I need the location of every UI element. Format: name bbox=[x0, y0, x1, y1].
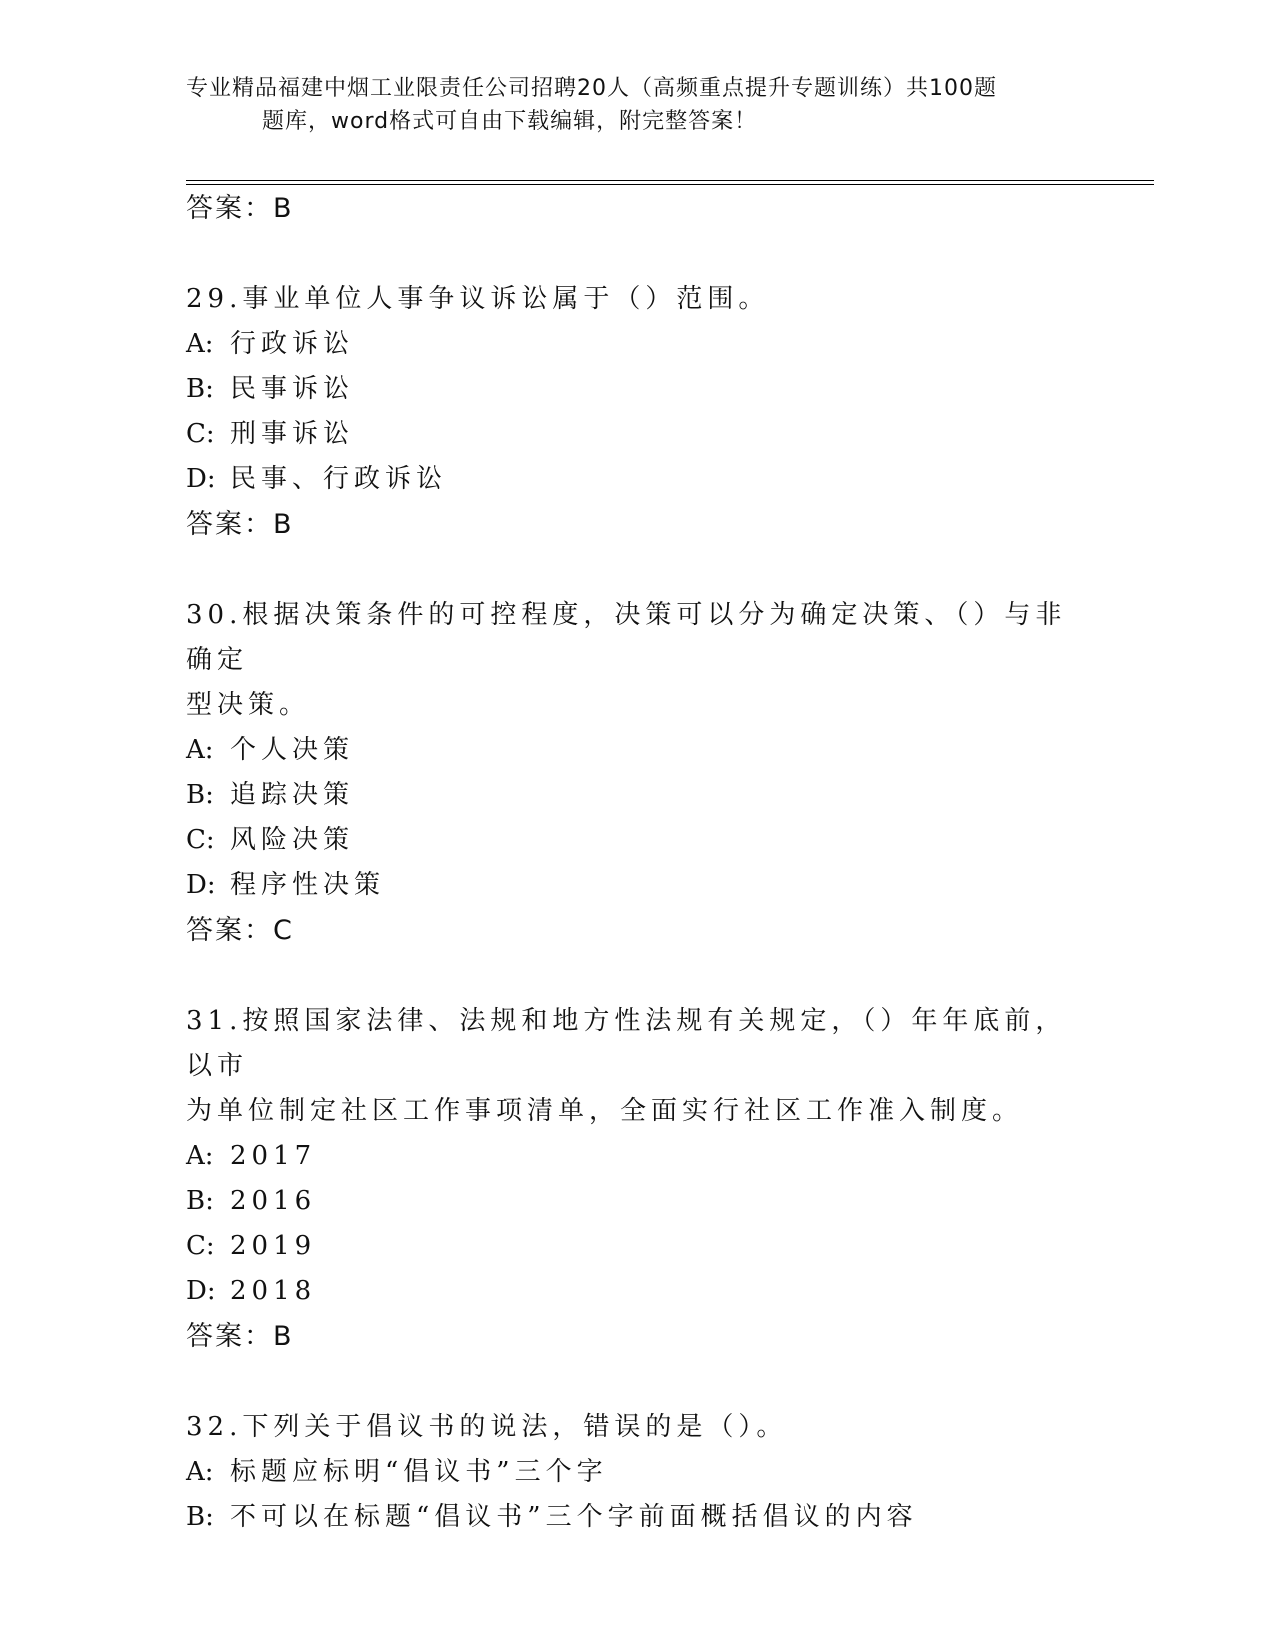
option-text: 个人决策 bbox=[230, 735, 355, 765]
option-key: B: bbox=[186, 374, 214, 404]
option-c bbox=[186, 818, 1086, 863]
answer-line: 答案：B bbox=[186, 509, 294, 540]
option-c bbox=[186, 412, 1086, 457]
option-text: 标题应标明“倡议书”三个字 bbox=[230, 1457, 608, 1487]
question-text-line: 29.事业单位人事争议诉讼属于（）范围。 bbox=[186, 284, 770, 314]
question-31 bbox=[186, 999, 1086, 1359]
option-b bbox=[186, 773, 1086, 818]
option-text: 2019 bbox=[230, 1231, 317, 1261]
option-key: D: bbox=[186, 1276, 216, 1306]
question-text-line: 32.下列关于倡议书的说法，错误的是（）。 bbox=[186, 1412, 788, 1442]
header-rule-bottom bbox=[186, 184, 1154, 185]
question-text-line: 为单位制定社区工作事项清单，全面实行社区工作准入制度。 bbox=[186, 1096, 1024, 1126]
option-a bbox=[186, 728, 1086, 773]
question-text-line: 30.根据决策条件的可控程度，决策可以分为确定决策、（）与非确定 bbox=[186, 600, 1067, 675]
option-key: C: bbox=[186, 419, 215, 449]
question-text bbox=[186, 277, 1086, 322]
option-text: 追踪决策 bbox=[230, 780, 355, 810]
option-text: 程序性决策 bbox=[230, 870, 386, 900]
option-text: 不可以在标题“倡议书”三个字前面概括倡议的内容 bbox=[230, 1502, 918, 1532]
option-key: B: bbox=[186, 1186, 214, 1216]
option-key: D: bbox=[186, 464, 216, 494]
option-b bbox=[186, 367, 1086, 412]
header-rule-top bbox=[186, 180, 1154, 181]
option-text: 2017 bbox=[230, 1141, 317, 1171]
option-a bbox=[186, 322, 1086, 367]
option-key: B: bbox=[186, 1502, 214, 1532]
answer-line: 答案：B bbox=[186, 193, 294, 224]
option-key: C: bbox=[186, 1231, 215, 1261]
option-text: 风险决策 bbox=[230, 825, 355, 855]
question-text-line: 31.按照国家法律、法规和地方性法规有关规定，（）年年底前，以市 bbox=[186, 1006, 1067, 1081]
option-key: A: bbox=[186, 1141, 214, 1171]
answer-line: 答案：B bbox=[186, 1321, 294, 1352]
option-key: A: bbox=[186, 1457, 214, 1487]
question-29 bbox=[186, 277, 1086, 547]
option-d bbox=[186, 457, 1086, 502]
option-d bbox=[186, 1269, 1086, 1314]
option-key: A: bbox=[186, 329, 214, 359]
option-b bbox=[186, 1179, 1086, 1224]
question-30 bbox=[186, 593, 1086, 953]
option-b bbox=[186, 1495, 1086, 1540]
option-key: B: bbox=[186, 780, 214, 810]
option-key: C: bbox=[186, 825, 215, 855]
header-line-1: 专业精品福建中烟工业限责任公司招聘20人（高频重点提升专题训练）共100题 bbox=[186, 76, 997, 101]
option-key: D: bbox=[186, 870, 216, 900]
header-line-2: 题库，word格式可自由下载编辑，附完整答案！ bbox=[262, 109, 758, 134]
option-key: A: bbox=[186, 735, 214, 765]
option-text: 2016 bbox=[230, 1186, 317, 1216]
answer-line: 答案：C bbox=[186, 915, 294, 946]
option-text: 2018 bbox=[230, 1276, 317, 1306]
option-text: 民事、行政诉讼 bbox=[230, 464, 448, 494]
option-a bbox=[186, 1450, 1086, 1495]
option-text: 民事诉讼 bbox=[230, 374, 355, 404]
option-text: 行政诉讼 bbox=[230, 329, 355, 359]
question-text-line: 型决策。 bbox=[186, 690, 311, 720]
option-a bbox=[186, 1134, 1086, 1179]
option-text: 刑事诉讼 bbox=[230, 419, 355, 449]
question-32 bbox=[186, 1405, 1086, 1540]
page-content bbox=[186, 186, 1086, 1540]
document-header bbox=[186, 72, 1066, 138]
question-text bbox=[186, 593, 1086, 728]
question-text bbox=[186, 1405, 1086, 1450]
option-d bbox=[186, 863, 1086, 908]
question-text bbox=[186, 999, 1086, 1134]
option-c bbox=[186, 1224, 1086, 1269]
